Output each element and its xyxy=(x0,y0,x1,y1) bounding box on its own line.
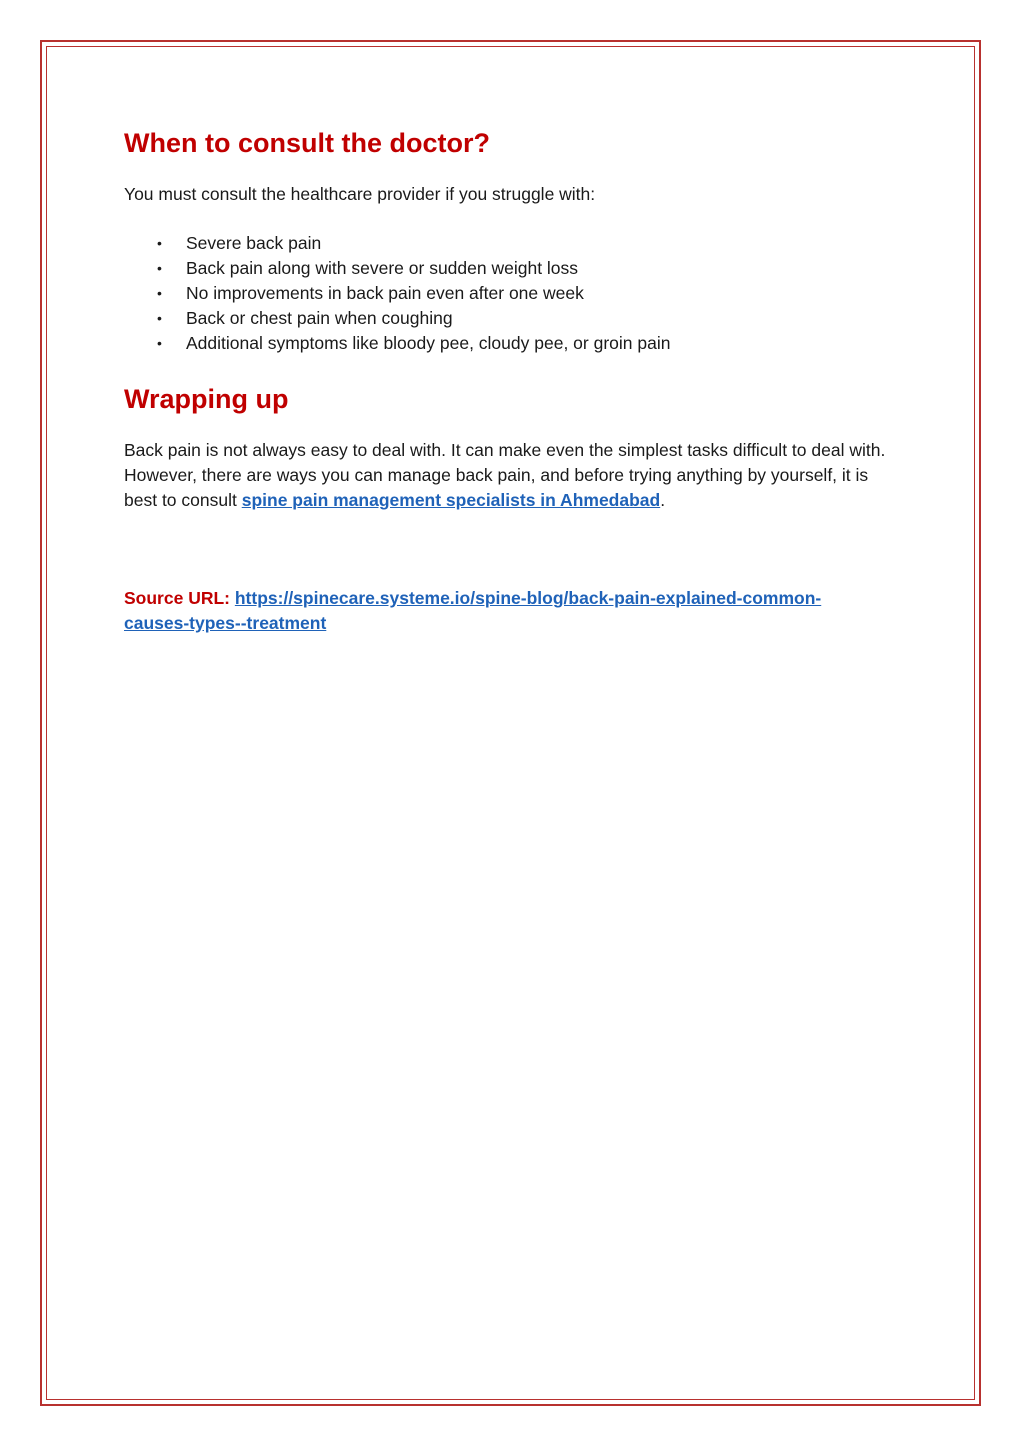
source-url-line xyxy=(124,586,894,636)
specialists-link[interactable]: spine pain management specialists in Ahmedabad xyxy=(241,490,661,510)
source-url-part1: https://spinecare.systeme.io/spine-blog/back-pain-explained-common- xyxy=(234,588,822,608)
list-item-text: No improvements in back pain even after one week xyxy=(186,283,584,303)
list-item-text: Back pain along with severe or sudden weight loss xyxy=(186,258,579,278)
list-item xyxy=(124,231,894,256)
list-item-text: Additional symptoms like bloody pee, cloudy pee, or groin pain xyxy=(186,333,671,353)
wrapping-up-heading: Wrapping up xyxy=(124,384,289,414)
source-url-part2: causes-types--treatment xyxy=(124,613,327,633)
bullet-icon: • xyxy=(157,335,162,351)
bullet-icon: • xyxy=(157,310,162,326)
list-item xyxy=(124,281,894,306)
list-item xyxy=(124,306,894,331)
consult-intro-text: You must consult the healthcare provider if you struggle with: xyxy=(124,184,596,204)
wrapping-up-paragraph xyxy=(124,438,894,513)
bullet-icon: • xyxy=(157,235,162,251)
symptom-list xyxy=(124,231,894,356)
list-item xyxy=(124,331,894,356)
wrapping-up-text: Back pain is not always easy to deal with. It can make even the simplest tasks difficult to deal with. However, there are ways you can manage back pain, and before trying anything by yourself, it is best to consult xyxy=(124,440,886,510)
list-item-text: Severe back pain xyxy=(186,233,322,253)
bullet-icon: • xyxy=(157,260,162,276)
list-item xyxy=(124,256,894,281)
wrapping-up-end: . xyxy=(660,490,666,510)
bullet-icon: • xyxy=(157,285,162,301)
consult-doctor-heading: When to consult the doctor? xyxy=(124,128,490,158)
source-url-label: Source URL: xyxy=(124,588,230,608)
document-content xyxy=(124,120,894,654)
list-item-text: Back or chest pain when coughing xyxy=(186,308,453,328)
